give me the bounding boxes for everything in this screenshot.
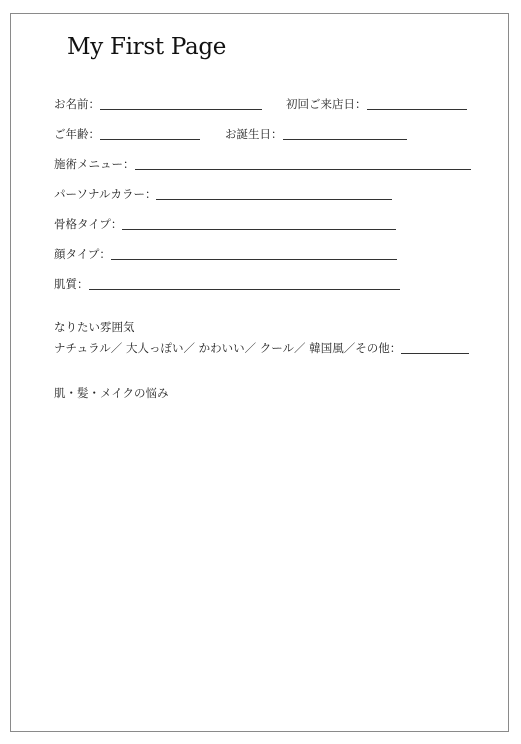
concerns-heading: 肌・髪・メイクの悩み (54, 386, 169, 400)
age-label: ご年齢： (54, 127, 100, 141)
personal-color-row (54, 186, 392, 202)
atmosphere-heading: なりたい雰囲気 (54, 320, 135, 334)
name-field[interactable] (100, 97, 262, 110)
name-label: お名前： (54, 97, 100, 111)
atmosphere-options-row (54, 340, 469, 356)
birthday-label: お誕生日： (225, 127, 283, 141)
birthday-field[interactable] (283, 127, 407, 140)
body-type-label: 骨格タイプ： (54, 217, 123, 231)
menu-label: 施術メニュー： (54, 157, 135, 171)
skin-type-row (54, 276, 400, 292)
menu-row (54, 156, 471, 172)
atmosphere-other-field[interactable] (401, 341, 469, 354)
skin-type-label: 肌質： (54, 277, 89, 291)
form-sheet (10, 13, 509, 732)
menu-field[interactable] (135, 157, 471, 170)
face-type-label: 顔タイプ： (54, 247, 111, 261)
name-row (54, 96, 467, 112)
body-type-field[interactable] (122, 217, 396, 230)
personal-color-field[interactable] (156, 187, 392, 200)
face-type-field[interactable] (111, 247, 397, 260)
body-type-row (54, 216, 396, 232)
age-field[interactable] (100, 127, 200, 140)
face-type-row (54, 246, 397, 262)
first-visit-field[interactable] (367, 97, 467, 110)
first-visit-label: 初回ご来店日： (286, 97, 367, 111)
atmosphere-options[interactable]: ナチュラル／ 大人っぽい／ かわいい／ クール／ 韓国風／その他： (54, 341, 402, 355)
skin-type-field[interactable] (89, 277, 400, 290)
page-title: My First Page (67, 34, 227, 60)
age-row (54, 126, 407, 142)
personal-color-label: パーソナルカラー： (54, 187, 157, 201)
